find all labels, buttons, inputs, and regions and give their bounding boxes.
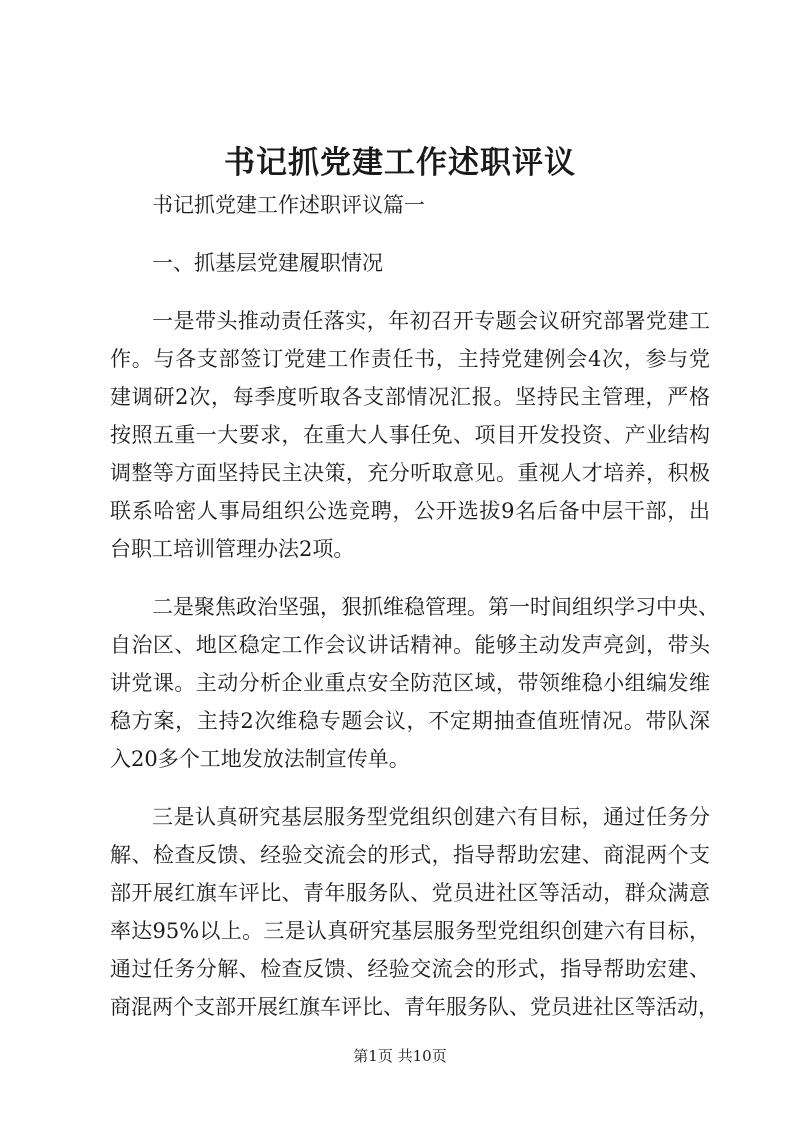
- paragraph-line: 自治区、地区稳定工作会议讲话精神。能够主动发声亮剑，带头: [110, 633, 710, 657]
- document-body: [110, 186, 719, 1026]
- paragraph-line: 解、检查反馈、经验交流会的形式，指导帮助宏建、商混两个支: [110, 843, 710, 867]
- paragraph-line: 通过任务分解、检查反馈、经验交流会的形式，指导帮助宏建、: [110, 957, 710, 981]
- paragraph-line: 入20多个工地发放法制宣传单。: [110, 747, 410, 771]
- paragraph-line: 一是带头推动责任落实，年初召开专题会议研究部署党建工: [152, 309, 710, 333]
- paragraph: [110, 302, 710, 568]
- paragraph: [110, 588, 719, 778]
- paragraph-line: 二是聚焦政治坚强，狠抓维稳管理。第一时间组织学习中央、: [152, 595, 719, 619]
- paragraph-line: 建调研2次，每季度听取各支部情况汇报。坚持民主管理，严格: [110, 385, 710, 409]
- page-indicator: 第1页 共10页: [353, 1047, 447, 1065]
- page-title: 书记抓党建工作述职评议: [224, 145, 576, 181]
- paragraph-line: 台职工培训管理办法2项。: [110, 537, 355, 561]
- document-subtitle: 书记抓党建工作述职评议篇一: [152, 193, 425, 217]
- section-heading: 一、抓基层党建履职情况: [152, 251, 383, 275]
- paragraph-line: 三是认真研究基层服务型党组织创建六有目标，通过任务分: [152, 805, 710, 829]
- paragraph-line: 率达95%以上。三是认真研究基层服务型党组织创建六有目标，: [110, 919, 710, 943]
- paragraph-line: 部开展红旗车评比、青年服务队、党员进社区等活动，群众满意: [110, 881, 710, 905]
- paragraph-line: 稳方案，主持2次维稳专题会议，不定期抽查值班情况。带队深: [110, 709, 710, 733]
- paragraph-line: 商混两个支部开展红旗车评比、青年服务队、党员进社区等活动，: [110, 995, 719, 1019]
- paragraph: [110, 798, 719, 1026]
- paragraph-line: 按照五重一大要求，在重大人事任免、项目开发投资、产业结构: [110, 423, 710, 447]
- paragraph-line: 联系哈密人事局组织公选竞聘，公开选拔9名后备中层干部，出: [110, 499, 710, 523]
- paragraph-line: 讲党课。主动分析企业重点安全防范区域，带领维稳小组编发维: [110, 671, 710, 695]
- paragraph-line: 作。与各支部签订党建工作责任书，主持党建例会4次，参与党: [110, 347, 710, 371]
- paragraph-line: 调整等方面坚持民主决策，充分听取意见。重视人才培养，积极: [110, 461, 710, 485]
